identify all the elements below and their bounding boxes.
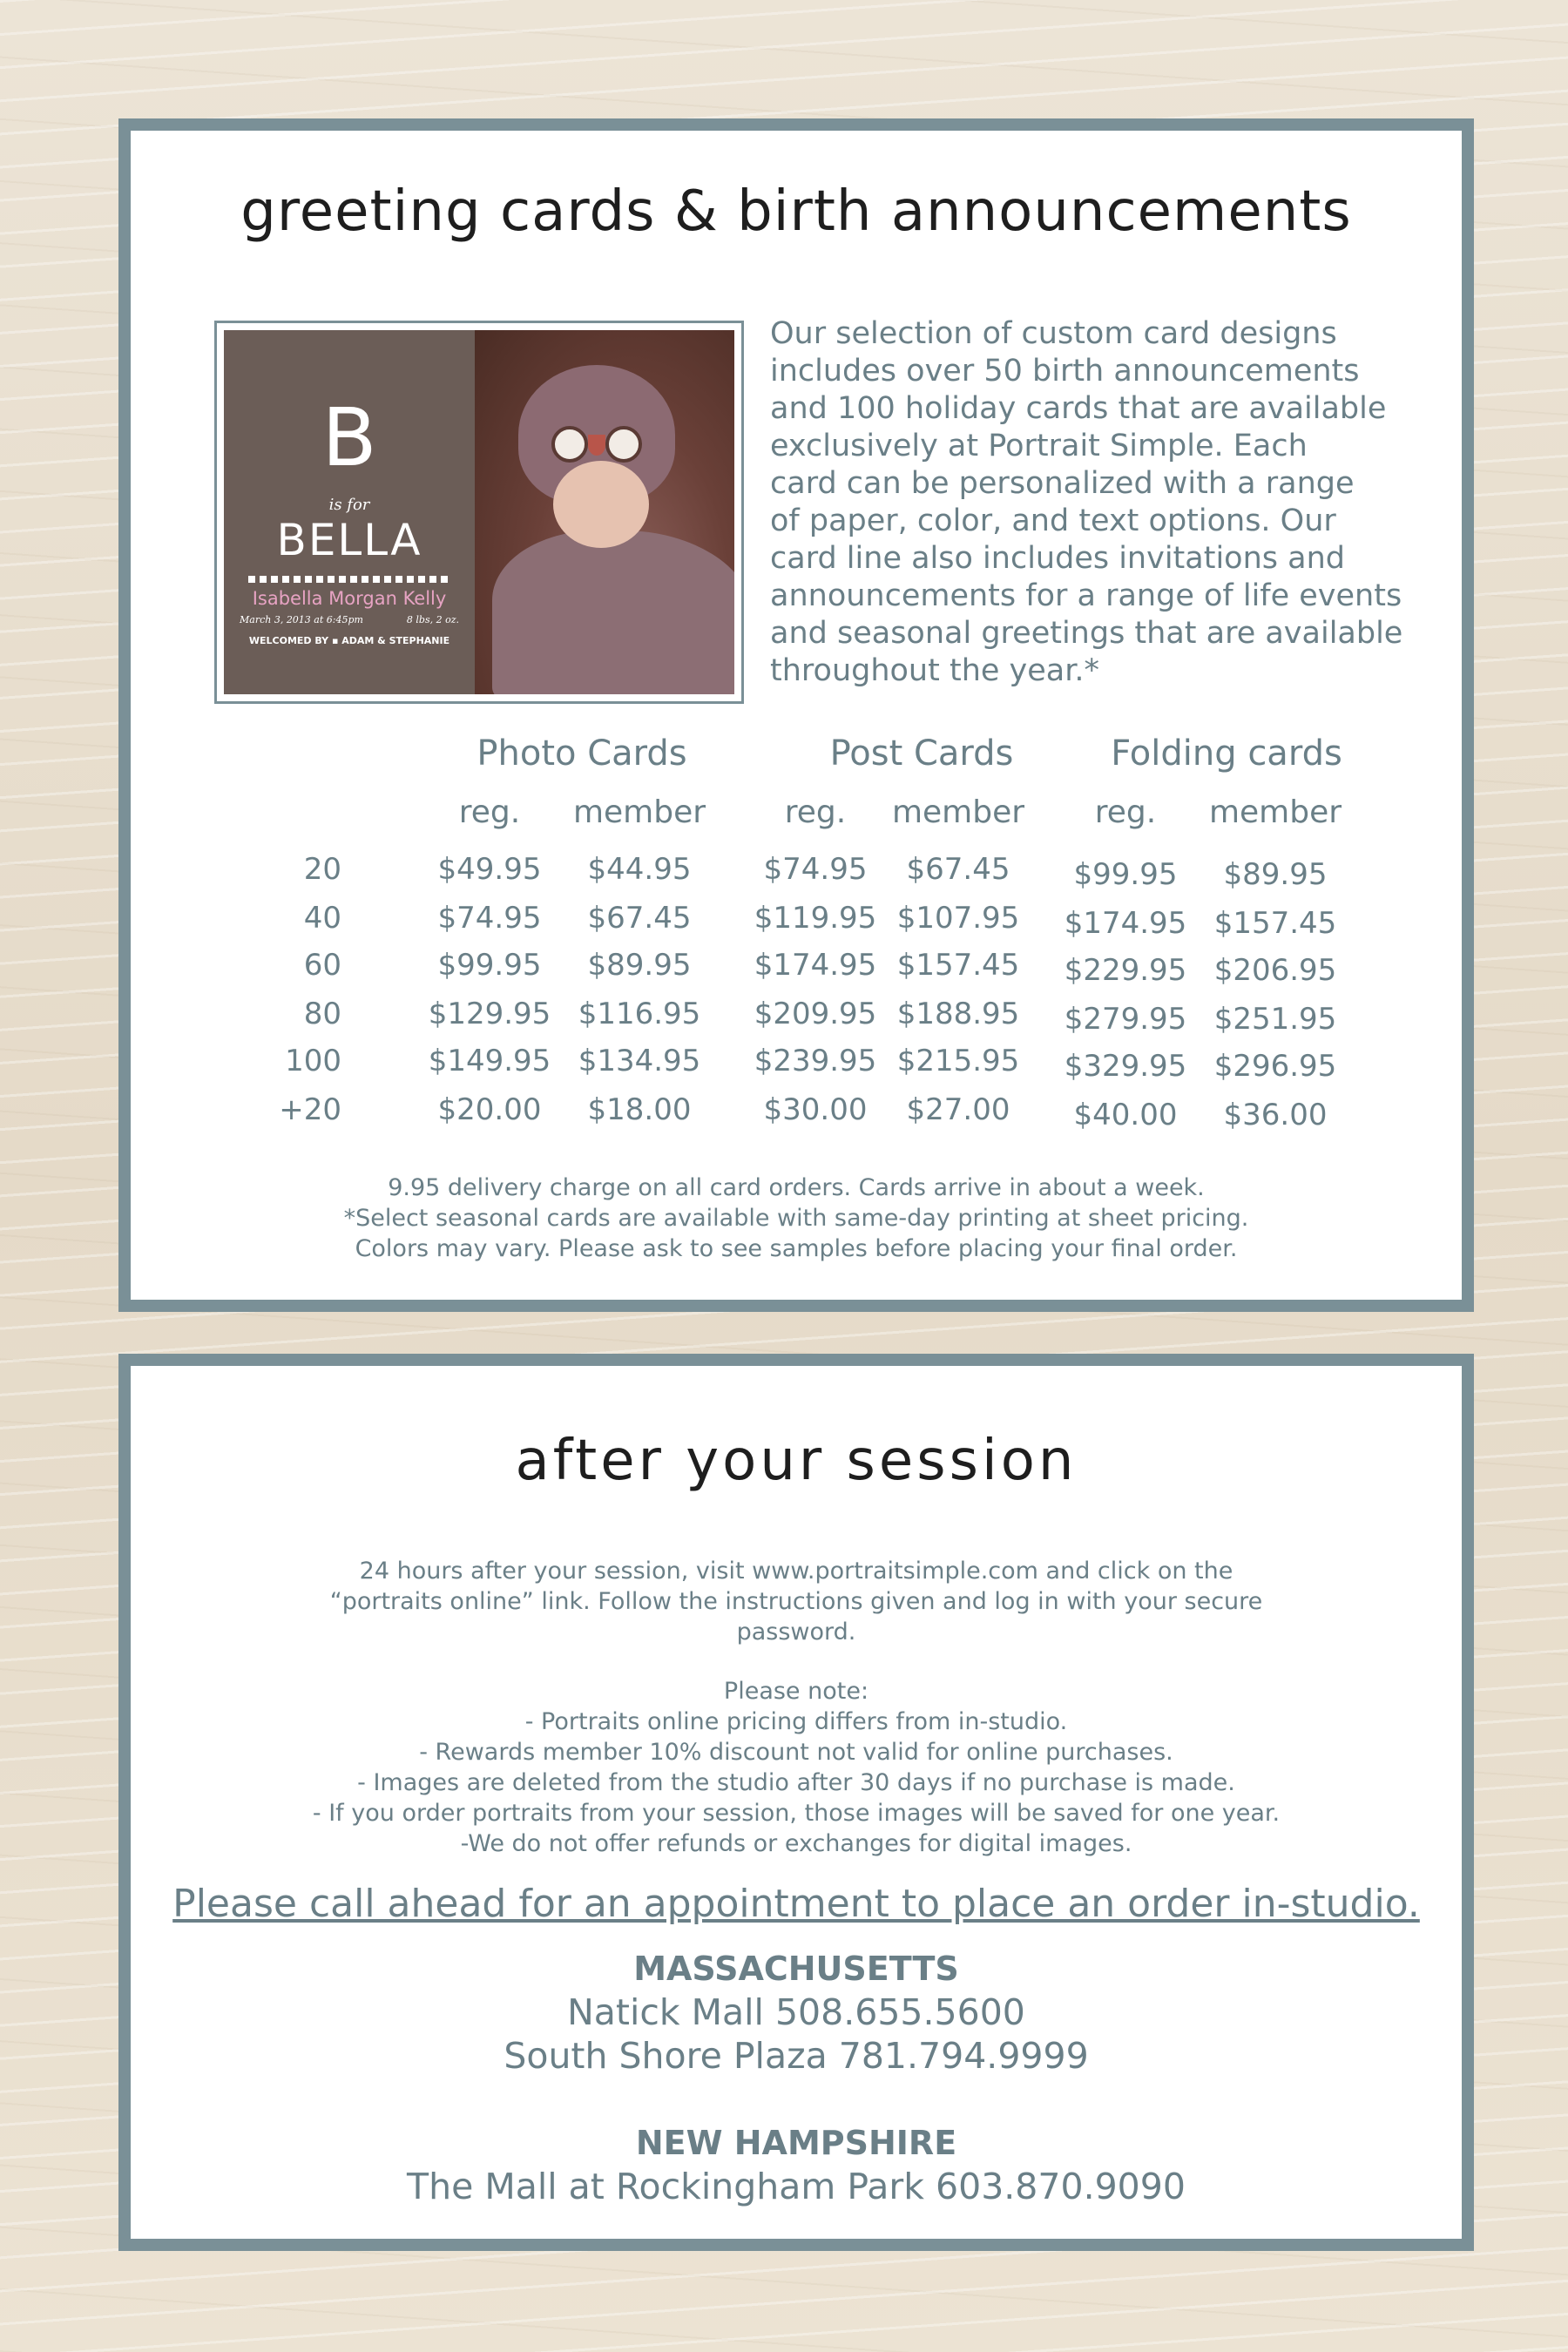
pricing-price-cell: $99.95 xyxy=(1073,857,1178,892)
pricing-price-cell: $209.95 xyxy=(754,997,877,1031)
pricing-price-cell: $18.00 xyxy=(587,1092,692,1127)
intro-line: and seasonal greetings that are available xyxy=(770,616,1403,651)
pricing-price-cell: $89.95 xyxy=(1223,857,1328,892)
intro-line: throughout the year.* xyxy=(770,653,1100,688)
pricing-price-cell: $119.95 xyxy=(754,901,877,936)
pricing-sub-header: reg. xyxy=(1094,794,1157,830)
pricing-price-cell: $74.95 xyxy=(437,901,542,936)
pricing-price-cell: $188.95 xyxy=(896,997,1020,1031)
after-session-panel xyxy=(118,1354,1474,2251)
pricing-price-cell: $20.00 xyxy=(437,1092,542,1127)
instruction-line: password. xyxy=(736,1619,856,1646)
state-massachusetts: MASSACHUSETTS xyxy=(633,1950,959,1988)
note-line: Colors may vary. Please ask to see samples before placing your final order. xyxy=(355,1235,1238,1262)
card-name: BELLA xyxy=(276,515,422,565)
pricing-price-cell: $215.95 xyxy=(896,1044,1020,1078)
greeting-cards-panel xyxy=(118,118,1474,1312)
card-date: March 3, 2013 at 6:45pm xyxy=(240,614,363,625)
pricing-price-cell: $134.95 xyxy=(578,1044,701,1078)
note-item: - Portraits online pricing differs from in-studio. xyxy=(524,1708,1068,1735)
card-notes xyxy=(131,1173,1462,1264)
greeting-cards-title: greeting cards & birth announcements xyxy=(240,179,1352,244)
note-item: - If you order portraits from your session, those images will be saved for one year. xyxy=(312,1800,1281,1827)
pricing-quantity: 40 xyxy=(303,901,341,936)
pricing-price-cell: $67.45 xyxy=(906,852,1010,887)
intro-line: card line also includes invitations and xyxy=(770,541,1345,576)
note-line: 9.95 delivery charge on all card orders. Cards arrive in about a week. xyxy=(388,1174,1205,1201)
pricing-quantity: 60 xyxy=(303,948,341,983)
pricing-price-cell: $174.95 xyxy=(754,948,877,983)
intro-line: exclusively at Portrait Simple. Each xyxy=(770,429,1308,463)
pricing-price-cell: $116.95 xyxy=(578,997,701,1031)
pricing-price-cell: $27.00 xyxy=(906,1092,1010,1127)
pricing-price-cell: $296.95 xyxy=(1213,1049,1337,1084)
pricing-price-cell: $89.95 xyxy=(587,948,692,983)
intro-line: Our selection of custom card designs xyxy=(770,316,1337,351)
intro-line: and 100 holiday cards that are available xyxy=(770,391,1387,426)
pricing-price-cell: $206.95 xyxy=(1213,953,1337,988)
pricing-price-cell: $174.95 xyxy=(1064,906,1187,941)
location-rockingham: The Mall at Rockingham Park 603.870.9090 xyxy=(407,2166,1186,2207)
state-new-hampshire: NEW HAMPSHIRE xyxy=(635,2124,957,2162)
pricing-price-cell: $229.95 xyxy=(1064,953,1187,988)
pricing-sub-header: member xyxy=(572,794,706,830)
pricing-price-cell: $36.00 xyxy=(1223,1098,1328,1132)
pricing-price-cell: $107.95 xyxy=(896,901,1020,936)
pricing-price-cell: $74.95 xyxy=(763,852,868,887)
note-item: -We do not offer refunds or exchanges for digital images. xyxy=(460,1830,1132,1857)
pricing-quantity: 80 xyxy=(303,997,341,1031)
card-weight: 8 lbs, 2 oz. xyxy=(406,614,459,625)
pricing-price-cell: $67.45 xyxy=(587,901,692,936)
note-item: - Rewards member 10% discount not valid for online purchases. xyxy=(419,1739,1173,1766)
intro-line: includes over 50 birth announcements xyxy=(770,354,1360,389)
pricing-price-cell: $157.45 xyxy=(896,948,1020,983)
pricing-group-header: Photo Cards xyxy=(476,733,687,774)
pricing-price-cell: $157.45 xyxy=(1213,906,1337,941)
pricing-price-cell: $40.00 xyxy=(1073,1098,1178,1132)
pricing-price-cell: $149.95 xyxy=(428,1044,551,1078)
call-ahead-notice: Please call ahead for an appointment to place an order in-studio. xyxy=(172,1882,1420,1926)
pricing-quantity: 100 xyxy=(285,1044,341,1078)
pricing-price-cell: $279.95 xyxy=(1064,1002,1187,1037)
pricing-sub-header: reg. xyxy=(784,794,847,830)
intro-line: of paper, color, and text options. Our xyxy=(770,504,1336,538)
pricing-sub-header: member xyxy=(1208,794,1342,830)
card-full-name: Isabella Morgan Kelly xyxy=(252,588,447,609)
pricing-price-cell: $44.95 xyxy=(587,852,692,887)
pricing-group-header: Folding cards xyxy=(1111,733,1342,774)
pricing-group-header: Post Cards xyxy=(829,733,1014,774)
pricing-price-cell: $251.95 xyxy=(1213,1002,1337,1037)
pricing-price-cell: $129.95 xyxy=(428,997,551,1031)
pricing-quantity: 20 xyxy=(303,852,341,887)
intro-line: announcements for a range of life events xyxy=(770,578,1402,613)
pricing-price-cell: $49.95 xyxy=(437,852,542,887)
please-note-block xyxy=(131,1676,1462,1859)
pricing-price-cell: $99.95 xyxy=(437,948,542,983)
pricing-sub-header: reg. xyxy=(458,794,521,830)
pricing-price-cell: $239.95 xyxy=(754,1044,877,1078)
pricing-sub-header: member xyxy=(891,794,1025,830)
intro-line: card can be personalized with a range xyxy=(770,466,1355,501)
pricing-price-cell: $30.00 xyxy=(763,1092,868,1127)
instruction-line: “portraits online” link. Follow the instructions given and log in with your secure xyxy=(329,1588,1263,1615)
session-instructions xyxy=(131,1556,1462,1647)
card-welcomed-by: WELCOMED BY ▪ ADAM & STEPHANIE xyxy=(248,635,450,646)
after-session-title: after your session xyxy=(515,1429,1078,1493)
instruction-line: 24 hours after your session, visit www.portraitsimple.com and click on the xyxy=(359,1558,1233,1585)
pricing-quantity: +20 xyxy=(279,1092,341,1127)
card-letter: B xyxy=(321,391,377,484)
note-line: *Select seasonal cards are available with same-day printing at sheet pricing. xyxy=(343,1205,1249,1232)
location-natick: Natick Mall 508.655.5600 xyxy=(567,1991,1025,2033)
location-south-shore: South Shore Plaza 781.794.9999 xyxy=(504,2035,1089,2077)
please-note-heading: Please note: xyxy=(723,1678,869,1705)
pricing-table xyxy=(131,131,1462,1300)
pricing-price-cell: $329.95 xyxy=(1064,1049,1187,1084)
note-item: - Images are deleted from the studio after 30 days if no purchase is made. xyxy=(357,1769,1235,1796)
card-is-for: is for xyxy=(328,496,370,514)
